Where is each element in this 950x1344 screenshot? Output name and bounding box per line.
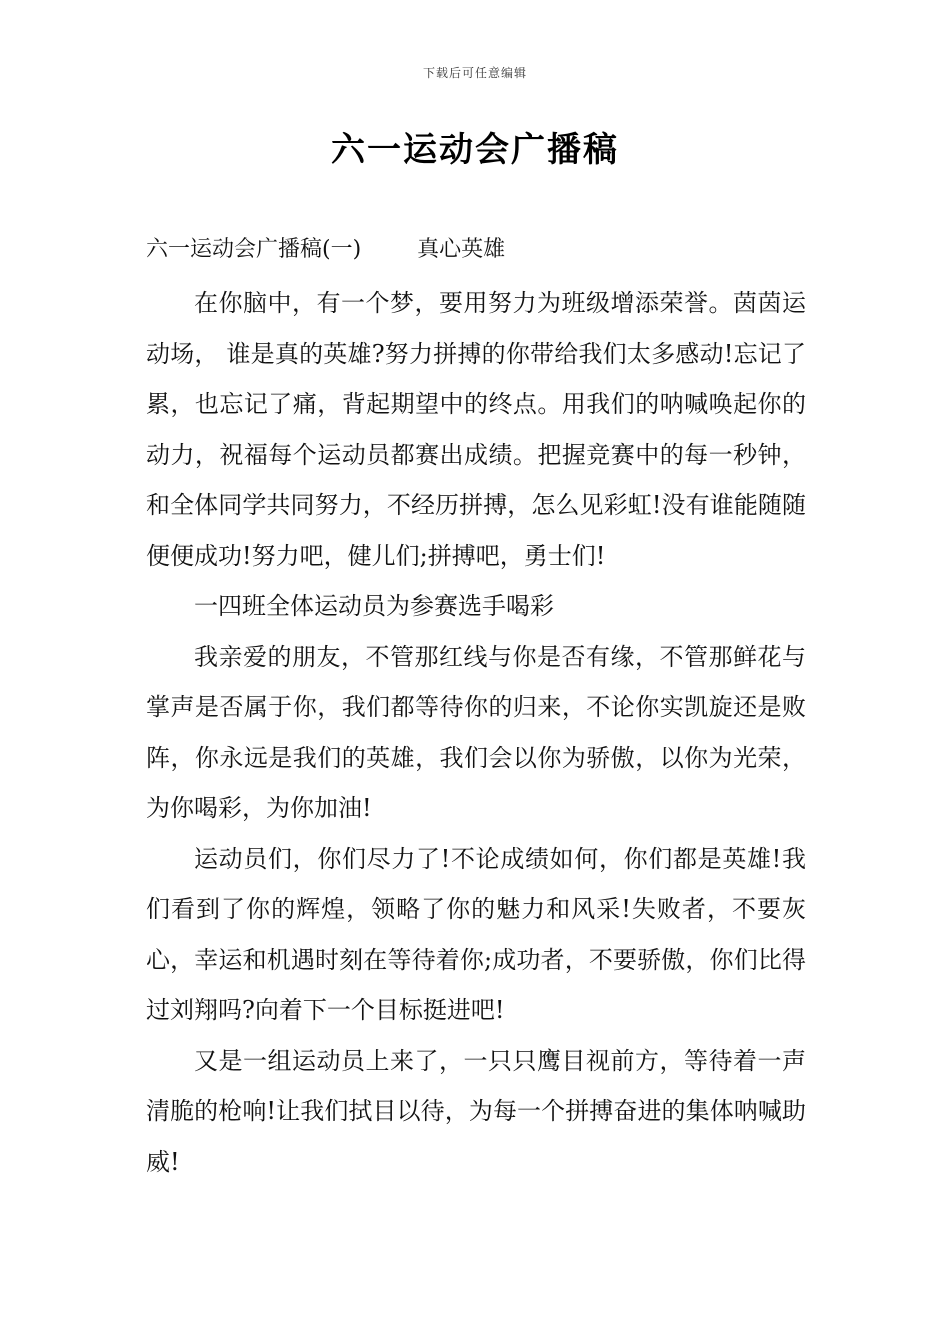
section-subtitle: 真心英雄 — [417, 237, 506, 262]
section-label: 六一运动会广播稿(一) — [146, 237, 362, 262]
paragraph-athletes: 运动员们，你们尽力了!不论成绩如何，你们都是英雄!我们看到了你的辉煌，领略了你的魅力和风采!失败者，不要灰心，幸运和机遇时刻在等待着你;成功者，不要骄傲，你们比得过刘翔吗?向着下一个目标挺进吧! — [146, 844, 806, 1024]
page-header-note: 下载后可任意编辑 — [422, 66, 527, 80]
section-heading — [146, 232, 505, 263]
document-body — [146, 278, 806, 1187]
document-title: 六一运动会广播稿 — [331, 130, 619, 170]
paragraph-next-group: 又是一组运动员上来了，一只只鹰目视前方，等待着一声清脆的枪响!让我们拭目以待，为每一个拼搏奋进的集体呐喊助威! — [146, 1046, 806, 1176]
paragraph-class-cheer: 一四班全体运动员为参赛选手喝彩 — [194, 592, 554, 620]
paragraph-intro: 在你脑中，有一个梦，要用努力为班级增添荣誉。茵茵运动场， 谁是真的英雄?努力拼搏的你带给我们太多感动!忘记了累，也忘记了痛，背起期望中的终点。用我们的呐喊唤起你的动力，祝福每个运动员都赛出成绩。把握竞赛中的每一秒钟，和全体同学共同努力，不经历拼搏，怎么见彩虹!没有谁能随随便便成功!努力吧，健儿们;拼搏吧，勇士们! — [146, 289, 806, 570]
paragraph-dear-friend: 我亲爱的朋友，不管那红线与你是否有缘，不管那鲜花与掌声是否属于你，我们都等待你的归来，不论你实凯旋还是败阵，你永远是我们的英雄，我们会以你为骄傲，以你为光荣，为你喝彩，为你加油! — [146, 642, 806, 822]
